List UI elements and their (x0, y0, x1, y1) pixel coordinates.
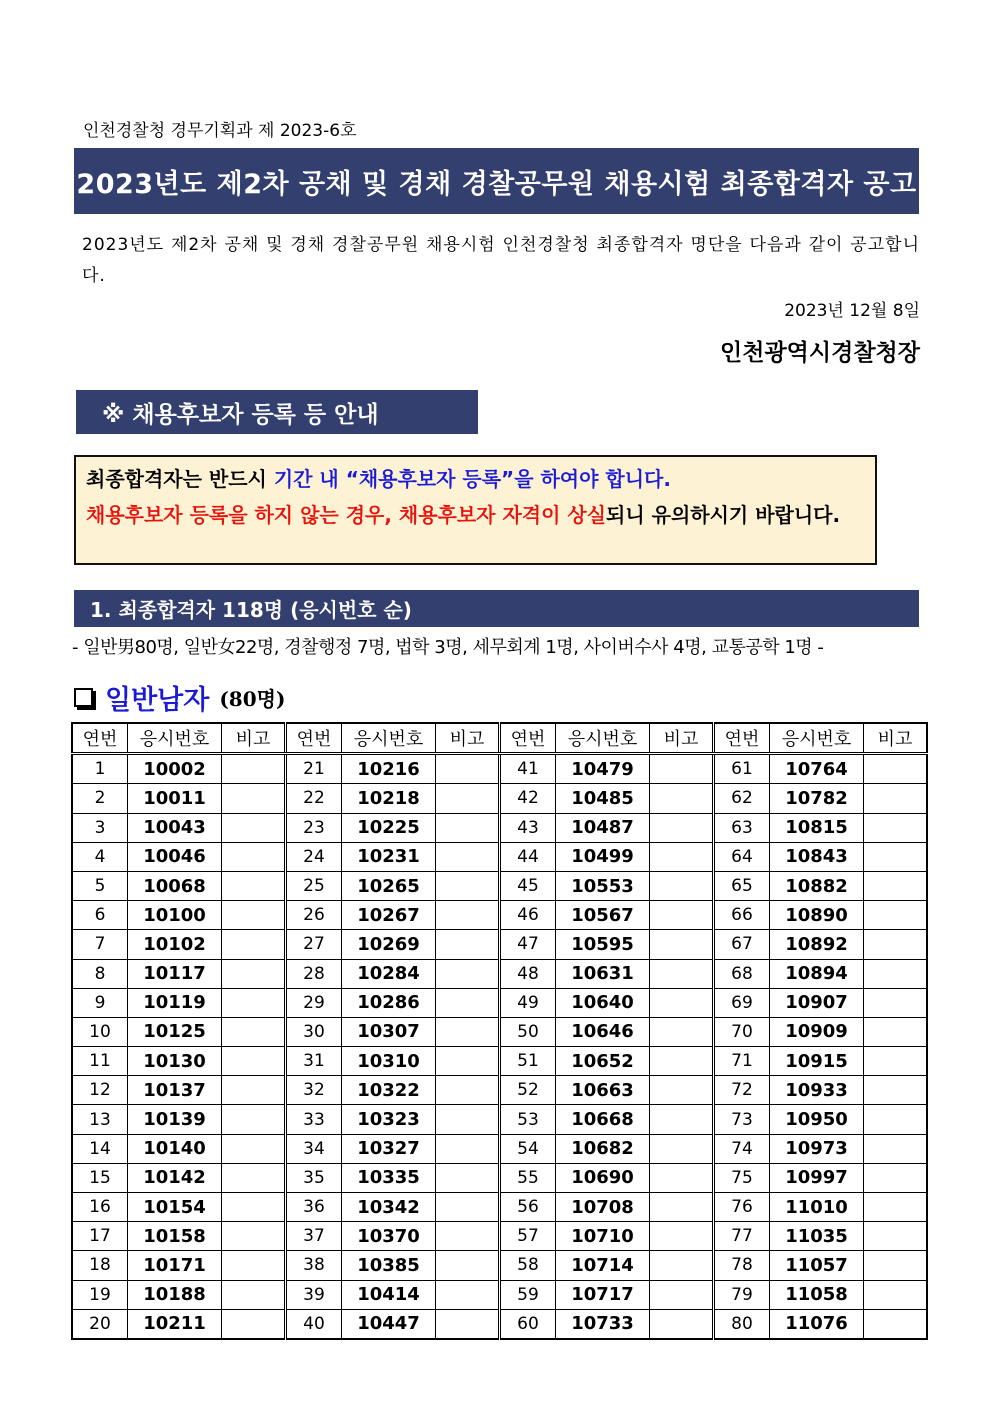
applicant-number: 10414 (342, 1280, 436, 1309)
row-note (864, 1163, 928, 1192)
applicant-number: 10284 (342, 959, 436, 988)
applicant-number: 10002 (128, 754, 222, 784)
issuer-name: 인천광역시경찰청장 (720, 340, 920, 366)
row-note (222, 1163, 286, 1192)
row-seq: 42 (500, 784, 556, 813)
applicant-number: 11058 (770, 1280, 864, 1309)
row-note (650, 1193, 714, 1222)
row-seq: 63 (714, 813, 770, 842)
row-note (222, 1280, 286, 1309)
row-note (436, 1251, 500, 1280)
row-note (650, 1105, 714, 1134)
applicant-number: 10211 (128, 1309, 222, 1339)
row-note (436, 1047, 500, 1076)
row-seq: 41 (500, 754, 556, 784)
row-seq: 55 (500, 1163, 556, 1192)
row-seq: 72 (714, 1076, 770, 1105)
row-note (222, 988, 286, 1017)
row-seq: 37 (286, 1222, 342, 1251)
applicant-number: 10385 (342, 1251, 436, 1280)
table-row (72, 1076, 927, 1105)
row-seq: 77 (714, 1222, 770, 1251)
row-seq: 47 (500, 930, 556, 959)
row-note (222, 1309, 286, 1339)
row-seq: 40 (286, 1309, 342, 1339)
applicant-number: 10487 (556, 813, 650, 842)
row-note (222, 1047, 286, 1076)
applicant-number: 10714 (556, 1251, 650, 1280)
applicant-number: 10890 (770, 901, 864, 930)
applicant-number: 10046 (128, 842, 222, 871)
header-seq: 연번 (714, 723, 770, 754)
row-note (222, 871, 286, 900)
header-note: 비고 (436, 723, 500, 754)
row-seq: 74 (714, 1134, 770, 1163)
row-seq: 59 (500, 1280, 556, 1309)
applicant-number: 10668 (556, 1105, 650, 1134)
row-note (222, 1222, 286, 1251)
row-note (864, 959, 928, 988)
applicant-number: 10933 (770, 1076, 864, 1105)
row-note (864, 1280, 928, 1309)
row-seq: 65 (714, 871, 770, 900)
row-note (650, 754, 714, 784)
applicant-number: 10231 (342, 842, 436, 871)
row-seq: 48 (500, 959, 556, 988)
row-note (436, 842, 500, 871)
section-title: 1. 최종합격자 118명 (응시번호 순) (74, 590, 919, 627)
applicant-number: 10327 (342, 1134, 436, 1163)
applicant-number: 10652 (556, 1047, 650, 1076)
applicant-number: 10915 (770, 1047, 864, 1076)
row-note (650, 901, 714, 930)
row-note (864, 754, 928, 784)
applicant-number: 10216 (342, 754, 436, 784)
row-note (436, 1105, 500, 1134)
applicant-number: 10892 (770, 930, 864, 959)
row-seq: 51 (500, 1047, 556, 1076)
row-seq: 39 (286, 1280, 342, 1309)
table-row (72, 1251, 927, 1280)
row-note (864, 1309, 928, 1339)
row-note (222, 1193, 286, 1222)
header-number: 응시번호 (556, 723, 650, 754)
applicant-number: 10882 (770, 871, 864, 900)
table-row (72, 1193, 927, 1222)
row-note (436, 930, 500, 959)
table-row (72, 842, 927, 871)
row-seq: 5 (72, 871, 128, 900)
row-note (650, 1222, 714, 1251)
applicant-number: 10708 (556, 1193, 650, 1222)
row-seq: 64 (714, 842, 770, 871)
row-note (864, 871, 928, 900)
header-note: 비고 (222, 723, 286, 754)
table-row (72, 1222, 927, 1251)
row-note (222, 1017, 286, 1046)
applicant-number: 10690 (556, 1163, 650, 1192)
applicant-number: 10137 (128, 1076, 222, 1105)
row-note (436, 871, 500, 900)
row-note (436, 988, 500, 1017)
applicant-number: 10154 (128, 1193, 222, 1222)
row-seq: 75 (714, 1163, 770, 1192)
applicant-number: 10286 (342, 988, 436, 1017)
applicant-number: 10130 (128, 1047, 222, 1076)
table-row (72, 754, 927, 784)
row-note (864, 1105, 928, 1134)
notice-header: ※ 채용후보자 등록 등 안내 (76, 390, 478, 434)
row-note (436, 1163, 500, 1192)
row-seq: 71 (714, 1047, 770, 1076)
notice-warning: 채용후보자 등록을 하지 않는 경우, 채용후보자 자격이 상실 (86, 503, 607, 527)
row-seq: 53 (500, 1105, 556, 1134)
header-note: 비고 (864, 723, 928, 754)
applicant-number: 10323 (342, 1105, 436, 1134)
applicant-number: 10710 (556, 1222, 650, 1251)
row-seq: 69 (714, 988, 770, 1017)
row-seq: 57 (500, 1222, 556, 1251)
checkbox-icon (74, 688, 93, 707)
row-seq: 9 (72, 988, 128, 1017)
applicant-number: 10843 (770, 842, 864, 871)
applicant-number: 10267 (342, 901, 436, 930)
row-seq: 1 (72, 754, 128, 784)
applicant-number: 10310 (342, 1047, 436, 1076)
row-seq: 58 (500, 1251, 556, 1280)
applicant-number: 10764 (770, 754, 864, 784)
applicant-number: 10188 (128, 1280, 222, 1309)
row-seq: 67 (714, 930, 770, 959)
table-row (72, 813, 927, 842)
row-note (436, 1280, 500, 1309)
row-note (436, 754, 500, 784)
applicant-number: 10142 (128, 1163, 222, 1192)
header-seq: 연번 (286, 723, 342, 754)
row-seq: 35 (286, 1163, 342, 1192)
row-seq: 34 (286, 1134, 342, 1163)
row-note (222, 842, 286, 871)
header-seq: 연번 (72, 723, 128, 754)
row-note (650, 930, 714, 959)
row-note (222, 1134, 286, 1163)
row-seq: 19 (72, 1280, 128, 1309)
applicant-number: 10117 (128, 959, 222, 988)
row-note (436, 959, 500, 988)
row-seq: 4 (72, 842, 128, 871)
row-note (864, 842, 928, 871)
row-seq: 6 (72, 901, 128, 930)
row-note (650, 1134, 714, 1163)
page-title: 2023년도 제2차 공채 및 경채 경찰공무원 채용시험 최종합격자 공고 (74, 148, 919, 214)
header-number: 응시번호 (342, 723, 436, 754)
row-note (436, 1076, 500, 1105)
table-row (72, 1134, 927, 1163)
group-label: 일반남자 (105, 685, 210, 716)
row-seq: 38 (286, 1251, 342, 1280)
table-row (72, 1047, 927, 1076)
applicant-number: 10102 (128, 930, 222, 959)
row-seq: 17 (72, 1222, 128, 1251)
applicant-number: 11010 (770, 1193, 864, 1222)
row-note (864, 901, 928, 930)
notice-text: 최종합격자는 반드시 (86, 467, 274, 491)
table-row (72, 871, 927, 900)
row-note (650, 871, 714, 900)
row-note (864, 930, 928, 959)
row-seq: 22 (286, 784, 342, 813)
applicant-number: 11035 (770, 1222, 864, 1251)
applicant-number: 10894 (770, 959, 864, 988)
announcement-date: 2023년 12월 8일 (784, 301, 920, 321)
applicant-number: 10043 (128, 813, 222, 842)
row-note (864, 1222, 928, 1251)
row-seq: 2 (72, 784, 128, 813)
applicant-number: 10479 (556, 754, 650, 784)
row-seq: 78 (714, 1251, 770, 1280)
row-seq: 28 (286, 959, 342, 988)
row-note (650, 988, 714, 1017)
applicant-number: 10499 (556, 842, 650, 871)
category-breakdown: - 일반男80명, 일반女22명, 경찰행정 7명, 법학 3명, 세무회계 1명, 사이버수사 4명, 교통공학 1명 - (72, 637, 824, 658)
applicant-number: 10631 (556, 959, 650, 988)
applicant-number: 10782 (770, 784, 864, 813)
row-seq: 68 (714, 959, 770, 988)
row-seq: 49 (500, 988, 556, 1017)
row-seq: 79 (714, 1280, 770, 1309)
table-row (72, 959, 927, 988)
applicant-number: 10265 (342, 871, 436, 900)
row-seq: 8 (72, 959, 128, 988)
applicant-number: 10640 (556, 988, 650, 1017)
row-seq: 29 (286, 988, 342, 1017)
applicant-number: 10553 (556, 871, 650, 900)
row-note (650, 1047, 714, 1076)
row-seq: 13 (72, 1105, 128, 1134)
row-seq: 33 (286, 1105, 342, 1134)
row-seq: 12 (72, 1076, 128, 1105)
row-note (864, 1076, 928, 1105)
applicant-number: 10171 (128, 1251, 222, 1280)
applicant-number: 10011 (128, 784, 222, 813)
document-number: 인천경찰청 경무기획과 제 2023-6호 (83, 121, 357, 141)
applicant-number: 10907 (770, 988, 864, 1017)
header-note: 비고 (650, 723, 714, 754)
row-note (222, 959, 286, 988)
row-note (436, 1309, 500, 1339)
applicant-number: 10370 (342, 1222, 436, 1251)
row-seq: 25 (286, 871, 342, 900)
row-seq: 30 (286, 1017, 342, 1046)
row-note (864, 1134, 928, 1163)
table-row (72, 1105, 927, 1134)
row-seq: 43 (500, 813, 556, 842)
row-seq: 60 (500, 1309, 556, 1339)
applicant-number: 10646 (556, 1017, 650, 1046)
row-note (650, 1309, 714, 1339)
table-row (72, 988, 927, 1017)
table-header-row (72, 723, 927, 754)
row-seq: 24 (286, 842, 342, 871)
row-note (650, 784, 714, 813)
row-seq: 20 (72, 1309, 128, 1339)
table-row (72, 1163, 927, 1192)
applicant-number: 11076 (770, 1309, 864, 1339)
applicant-number: 10682 (556, 1134, 650, 1163)
row-note (864, 1047, 928, 1076)
row-note (222, 813, 286, 842)
applicant-number: 10447 (342, 1309, 436, 1339)
row-note (436, 784, 500, 813)
row-note (864, 784, 928, 813)
row-seq: 70 (714, 1017, 770, 1046)
applicant-number: 10733 (556, 1309, 650, 1339)
applicant-number: 10663 (556, 1076, 650, 1105)
row-note (222, 784, 286, 813)
row-note (650, 1076, 714, 1105)
row-seq: 31 (286, 1047, 342, 1076)
row-note (436, 1222, 500, 1251)
applicant-number: 10140 (128, 1134, 222, 1163)
row-seq: 44 (500, 842, 556, 871)
applicant-number: 10269 (342, 930, 436, 959)
row-note (650, 1251, 714, 1280)
row-seq: 10 (72, 1017, 128, 1046)
row-note (864, 1193, 928, 1222)
header-seq: 연번 (500, 723, 556, 754)
notice-warning-tail: 되니 유의하시기 바랍니다. (606, 503, 841, 527)
row-note (436, 1017, 500, 1046)
applicant-number: 10997 (770, 1163, 864, 1192)
row-seq: 23 (286, 813, 342, 842)
row-note (222, 754, 286, 784)
intro-paragraph: 2023년도 제2차 공채 및 경채 경찰공무원 채용시험 인천경찰청 최종합격자 명단을 다음과 같이 공고합니다. (82, 235, 920, 286)
header-number: 응시번호 (128, 723, 222, 754)
applicant-number: 11057 (770, 1251, 864, 1280)
row-seq: 45 (500, 871, 556, 900)
row-note (222, 930, 286, 959)
results-table (71, 722, 928, 1340)
notice-box (74, 455, 877, 565)
table-row (72, 901, 927, 930)
applicant-number: 10342 (342, 1193, 436, 1222)
applicant-number: 10322 (342, 1076, 436, 1105)
row-seq: 15 (72, 1163, 128, 1192)
header-number: 응시번호 (770, 723, 864, 754)
row-note (222, 1076, 286, 1105)
applicant-number: 10158 (128, 1222, 222, 1251)
row-note (864, 988, 928, 1017)
row-note (436, 1193, 500, 1222)
row-seq: 26 (286, 901, 342, 930)
row-note (650, 1017, 714, 1046)
applicant-number: 10567 (556, 901, 650, 930)
applicant-number: 10973 (770, 1134, 864, 1163)
row-note (222, 901, 286, 930)
applicant-number: 10139 (128, 1105, 222, 1134)
group-heading (74, 678, 285, 717)
row-note (222, 1105, 286, 1134)
row-seq: 50 (500, 1017, 556, 1046)
row-seq: 73 (714, 1105, 770, 1134)
applicant-number: 10717 (556, 1280, 650, 1309)
row-note (650, 1163, 714, 1192)
row-note (864, 813, 928, 842)
table-row (72, 1309, 927, 1339)
row-seq: 27 (286, 930, 342, 959)
applicant-number: 10335 (342, 1163, 436, 1192)
row-seq: 56 (500, 1193, 556, 1222)
row-note (650, 959, 714, 988)
table-row (72, 1017, 927, 1046)
row-seq: 54 (500, 1134, 556, 1163)
group-count: (80명) (219, 687, 286, 711)
row-seq: 46 (500, 901, 556, 930)
row-seq: 36 (286, 1193, 342, 1222)
applicant-number: 10125 (128, 1017, 222, 1046)
row-seq: 80 (714, 1309, 770, 1339)
row-note (436, 901, 500, 930)
row-seq: 18 (72, 1251, 128, 1280)
row-seq: 21 (286, 754, 342, 784)
applicant-number: 10307 (342, 1017, 436, 1046)
row-seq: 14 (72, 1134, 128, 1163)
row-note (650, 1280, 714, 1309)
row-seq: 3 (72, 813, 128, 842)
row-note (650, 842, 714, 871)
row-note (436, 813, 500, 842)
applicant-number: 10485 (556, 784, 650, 813)
applicant-number: 10100 (128, 901, 222, 930)
applicant-number: 10815 (770, 813, 864, 842)
row-seq: 61 (714, 754, 770, 784)
applicant-number: 10119 (128, 988, 222, 1017)
row-seq: 76 (714, 1193, 770, 1222)
table-row (72, 784, 927, 813)
row-seq: 32 (286, 1076, 342, 1105)
row-note (436, 1134, 500, 1163)
row-seq: 66 (714, 901, 770, 930)
row-seq: 16 (72, 1193, 128, 1222)
applicant-number: 10950 (770, 1105, 864, 1134)
row-note (864, 1017, 928, 1046)
row-seq: 62 (714, 784, 770, 813)
row-seq: 7 (72, 930, 128, 959)
applicant-number: 10218 (342, 784, 436, 813)
applicant-number: 10909 (770, 1017, 864, 1046)
applicant-number: 10595 (556, 930, 650, 959)
row-seq: 52 (500, 1076, 556, 1105)
applicant-number: 10225 (342, 813, 436, 842)
table-row (72, 1280, 927, 1309)
row-note (864, 1251, 928, 1280)
row-note (222, 1251, 286, 1280)
table-row (72, 930, 927, 959)
notice-emphasis: 기간 내 “채용후보자 등록”을 하여야 합니다. (273, 467, 671, 491)
row-seq: 11 (72, 1047, 128, 1076)
applicant-number: 10068 (128, 871, 222, 900)
row-note (650, 813, 714, 842)
